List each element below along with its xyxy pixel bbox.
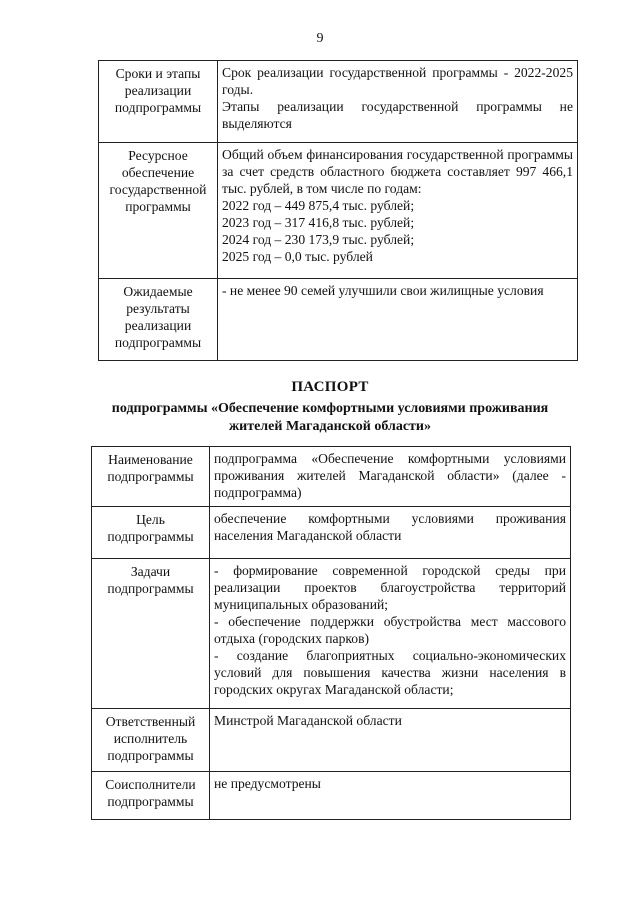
content-line: 2025 год – 0,0 тыс. рублей <box>222 249 373 264</box>
content-line: - обеспечение поддержки обустройства мест массового отдыха (городских парков) <box>214 614 566 646</box>
row-label <box>92 709 210 772</box>
row-content <box>210 772 571 820</box>
page-number: 9 <box>316 31 324 46</box>
subtitle-line: жителей Магаданской области» <box>229 419 431 434</box>
label-line: Цель <box>136 512 165 527</box>
row-content <box>218 143 578 279</box>
subtitle-line: подпрограммы «Обеспечение комфортными условиями проживания <box>111 401 549 416</box>
label-line: Наименование <box>108 452 193 467</box>
label-line: подпрограммы <box>107 581 194 596</box>
row-content <box>218 279 578 361</box>
label-line: подпрограммы <box>107 529 194 544</box>
content-line: не предусмотрены <box>214 776 321 791</box>
table-row <box>99 143 578 279</box>
label-line: подпрограммы <box>107 469 194 484</box>
label-line: подпрограммы <box>107 748 194 763</box>
table-row <box>92 772 571 820</box>
content-line: 2022 год – 449 875,4 тыс. рублей; <box>222 198 415 213</box>
content-line: Срок реализации государственной программы - 2022-2025 годы. <box>222 65 573 97</box>
label-line: подпрограммы <box>114 100 202 115</box>
table-row <box>92 559 571 709</box>
row-content <box>210 559 571 709</box>
label-line: государственной <box>109 182 207 197</box>
label-line: Ожидаемые <box>123 284 193 299</box>
row-label <box>92 559 210 709</box>
table-row <box>99 279 578 361</box>
label-line: Соисполнители <box>105 777 196 792</box>
content-line: Этапы реализации государственной программы не выделяются <box>222 99 573 131</box>
row-label <box>99 61 218 143</box>
table-row <box>92 507 571 559</box>
table-row <box>99 61 578 143</box>
row-content <box>210 709 571 772</box>
content-line: - не менее 90 семей улучшили свои жилищные условия <box>222 283 544 298</box>
label-line: программы <box>125 199 191 214</box>
row-label <box>99 279 218 361</box>
label-line: Задачи <box>130 564 171 579</box>
content-line: 2024 год – 230 173,9 тыс. рублей; <box>222 232 415 247</box>
passport-title: ПАСПОРТ <box>291 379 369 395</box>
label-line: результаты <box>126 301 190 316</box>
program-timing-resources-table <box>98 60 578 361</box>
label-line: реализации <box>124 318 192 333</box>
content-line: подпрограмма «Обеспечение комфортными условиями проживания жителей Магаданской области» (далее - подпрограмма) <box>214 451 566 500</box>
row-label <box>92 507 210 559</box>
row-label <box>99 143 218 279</box>
content-line: - формирование современной городской среды при реализации проектов благоустройства территорий муниципальных образований; <box>214 563 566 612</box>
row-content <box>218 61 578 143</box>
content-line: - создание благоприятных социально-экономических условий для повышения качества жизни населения в городских округах Магаданской области; <box>214 648 566 697</box>
label-line: обеспечение <box>121 165 195 180</box>
row-label <box>92 447 210 507</box>
content-line: 2023 год – 317 416,8 тыс. рублей; <box>222 215 415 230</box>
content-line: Общий объем финансирования государственной программы за счет средств областного бюджета составляет 997 466,1 тыс. рублей, в том числе по годам: <box>222 147 573 196</box>
label-line: подпрограммы <box>107 794 194 809</box>
label-line: Сроки и этапы <box>115 66 201 81</box>
table-row <box>92 447 571 507</box>
label-line: Ответственный <box>105 714 196 729</box>
content-line: Минстрой Магаданской области <box>214 713 402 728</box>
row-content <box>210 507 571 559</box>
row-label <box>92 772 210 820</box>
passport-subtitle <box>0 400 640 436</box>
table-row <box>92 709 571 772</box>
label-line: Ресурсное <box>128 148 188 163</box>
label-line: реализации <box>124 83 192 98</box>
content-line: обеспечение комфортными условиями проживания населения Магаданской области <box>214 511 566 543</box>
row-content <box>210 447 571 507</box>
subprogram-passport-table <box>91 446 571 820</box>
label-line: подпрограммы <box>114 335 202 350</box>
label-line: исполнитель <box>113 731 188 746</box>
